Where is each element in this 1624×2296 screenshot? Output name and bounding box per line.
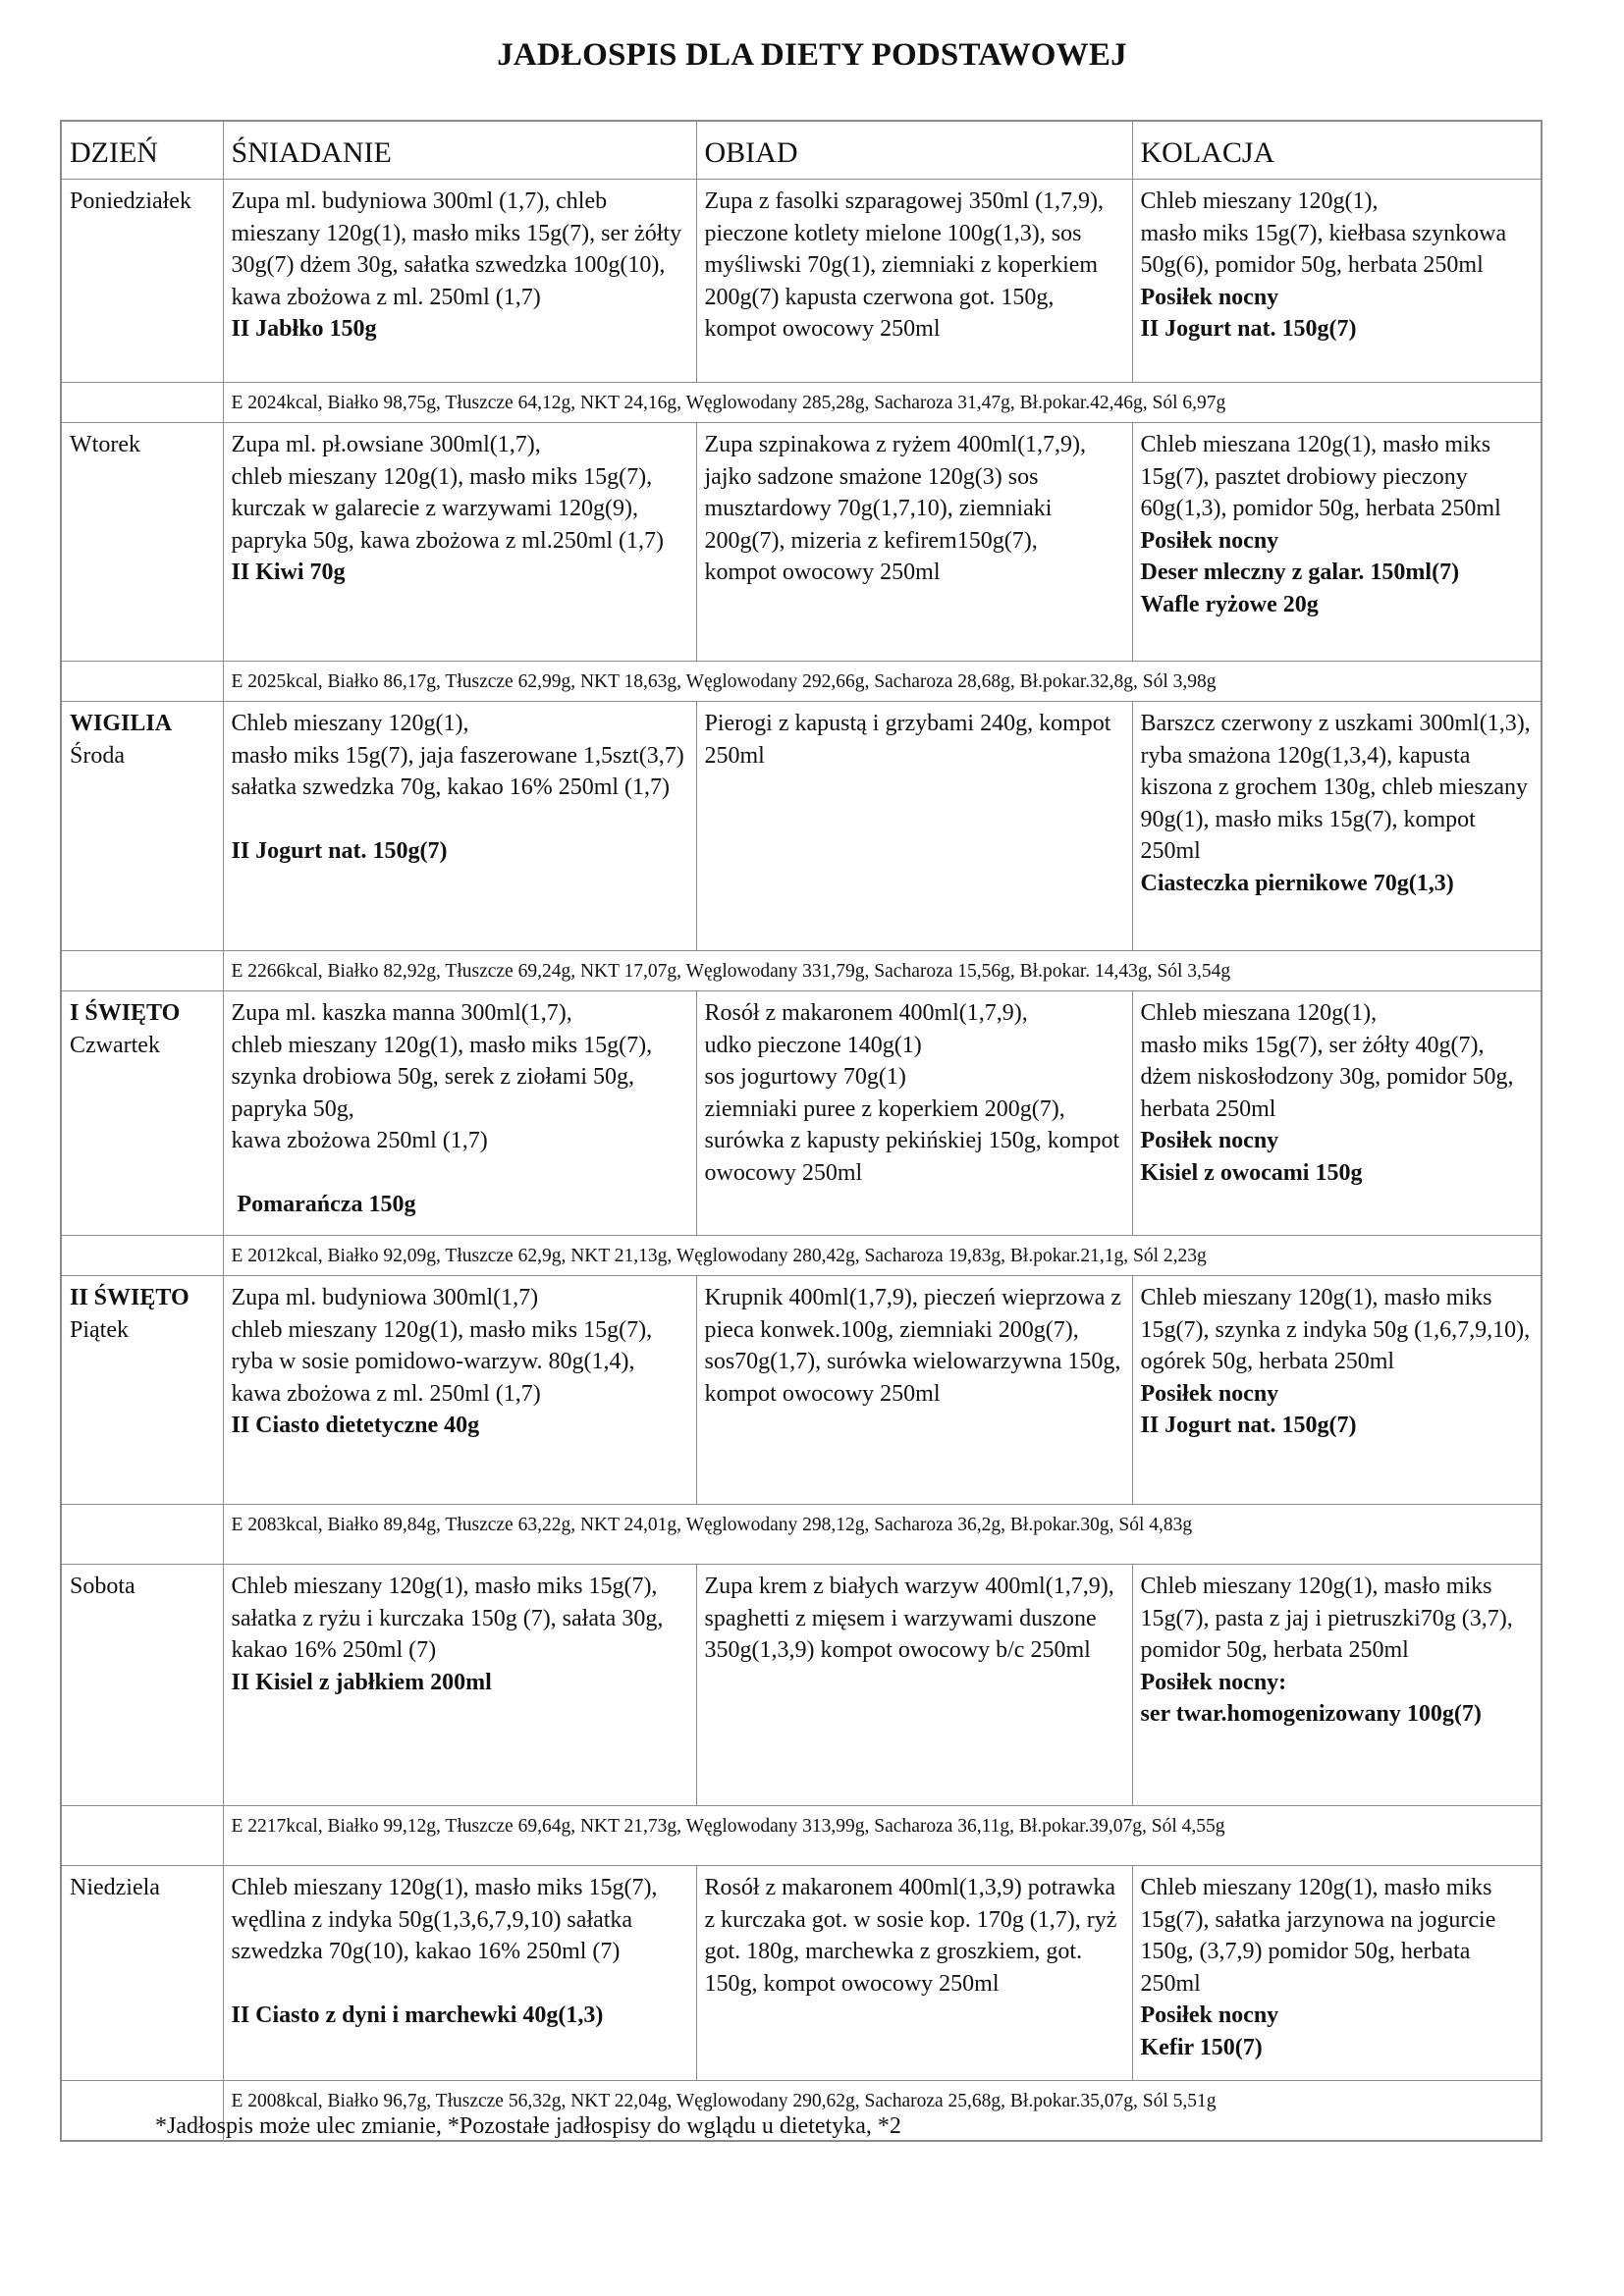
breakfast-cell [223, 1565, 696, 1806]
day-row [61, 423, 1542, 662]
day-row [61, 1565, 1542, 1806]
meal-item-highlight: Posiłek nocny [1140, 284, 1279, 310]
meal-item-highlight: ser twar.homogenizowany 100g(7) [1140, 1701, 1482, 1727]
meal-item: Rosół z makaronem 400ml(1,3,9) potrawka z kurczaka got. w sosie kop. 170g (1,7), ryż got. 180g, marchewka z groszkiem, got. 150g, kompot owocowy 250ml [704, 1875, 1117, 1997]
meal-item-highlight: Posiłek nocny: [1140, 1669, 1287, 1695]
meal-item: masło miks 15g(7), kiełbasa szynkowa 50g(6), pomidor 50g, herbata 250ml [1140, 220, 1507, 278]
dinner-cell [1132, 702, 1542, 951]
nutrition-row [61, 662, 1542, 702]
day-row [61, 1276, 1542, 1505]
holiday-label: WIGILIA [70, 711, 173, 736]
nutrition-spacer [61, 1505, 223, 1565]
nutrition-row [61, 1236, 1542, 1276]
day-name: Piątek [70, 1316, 129, 1343]
meal-item: Krupnik 400ml(1,7,9), pieczeń wieprzowa z pieca konwek.100g, ziemniaki 200g(7), sos70g(1,7), surówka wielowarzywna 150g, kompot owocowy 250ml [704, 1285, 1122, 1407]
day-name: Wtorek [70, 432, 140, 457]
dinner-cell [1132, 180, 1542, 383]
day-name: Środa [70, 742, 125, 769]
nutrition-summary: E 2217kcal, Białko 99,12g, Tłuszcze 69,64g, NKT 21,73g, Węglowodany 313,99g, Sacharoza 36,11g, Bł.pokar.39,07g, Sól 4,55g [223, 1806, 1542, 1866]
page-title: JADŁOSPIS DLA DIETY PODSTAWOWEJ [497, 37, 1127, 73]
day-cell [61, 1866, 223, 2081]
meal-item: sos jogurtowy 70g(1) [704, 1064, 906, 1090]
dinner-cell [1132, 991, 1542, 1236]
breakfast-cell [223, 1866, 696, 2081]
meal-item-highlight: II Jabłko 150g [231, 316, 377, 342]
nutrition-summary: E 2025kcal, Białko 86,17g, Tłuszcze 62,99g, NKT 18,63g, Węglowodany 292,66g, Sacharoza 28,68g, Bł.pokar.32,8g, Sól 3,98g [223, 662, 1542, 702]
day-cell [61, 180, 223, 383]
meal-item-highlight: Posiłek nocny [1140, 1380, 1279, 1407]
meal-item: Zupa ml. budyniowa 300ml(1,7) [231, 1285, 539, 1310]
header-lunch: OBIAD [696, 121, 1132, 180]
meal-item: Zupa krem z białych warzyw 400ml(1,7,9), spaghetti z mięsem i warzywami duszone 350g(1,3,9) kompot owocowy b/c 250ml [704, 1574, 1114, 1663]
blank-line [232, 1968, 688, 2001]
meal-item-highlight: Kefir 150(7) [1140, 2034, 1263, 2060]
blank-line [232, 804, 688, 836]
lunch-cell [696, 423, 1132, 662]
dinner-cell [1132, 1565, 1542, 1806]
meal-item-highlight: II Kiwi 70g [231, 560, 346, 585]
meal-item: Zupa szpinakowa z ryżem 400ml(1,7,9), jajko sadzone smażone 120g(3) sos musztardowy 70g(1,7,10), ziemniaki 200g(7), mizeria z kefirem150g(7), [704, 432, 1087, 554]
meal-item-highlight: Posiłek nocny [1140, 1128, 1279, 1153]
meal-item: Chleb mieszany 120g(1), masło miks 15g(7), sałatka jarzynowa na jogurcie 150g, (3,7,9) pomidor 50g, herbata 250ml [1140, 1875, 1496, 1997]
meal-item-highlight: II Jogurt nat. 150g(7) [1140, 1413, 1357, 1438]
lunch-cell [696, 702, 1132, 951]
day-row [61, 1866, 1542, 2081]
breakfast-cell [223, 991, 696, 1236]
header-breakfast: ŚNIADANIE [223, 121, 696, 180]
day-name: Niedziela [70, 1875, 160, 1900]
footer-note: *Jadłospis może ulec zmianie, *Pozostałe jadłospisy do wglądu u dietetyka, *2 [155, 2113, 901, 2139]
lunch-cell [696, 180, 1132, 383]
meal-item: Zupa ml. kaszka manna 300ml(1,7), [231, 1000, 572, 1026]
meal-item: Chleb mieszana 120g(1), [1140, 1000, 1378, 1026]
holiday-label: II ŚWIĘTO [70, 1285, 189, 1310]
menu-table [60, 120, 1543, 2142]
header-dinner: KOLACJA [1132, 121, 1542, 180]
meal-item: Rosół z makaronem 400ml(1,7,9), [704, 1000, 1028, 1026]
day-cell [61, 1276, 223, 1505]
nutrition-spacer [61, 1806, 223, 1866]
day-name: Czwartek [70, 1032, 160, 1058]
day-name: Sobota [70, 1574, 135, 1599]
day-name: Poniedziałek [70, 188, 191, 214]
meal-item-highlight: Pomarańcza 150g [237, 1192, 416, 1217]
nutrition-spacer [61, 662, 223, 702]
meal-item: kompot owocowy 250ml [704, 560, 941, 585]
meal-item: udko pieczone 140g(1) [704, 1032, 922, 1058]
dinner-cell [1132, 423, 1542, 662]
breakfast-cell [223, 702, 696, 951]
meal-item-highlight: II Kisiel z jabłkiem 200ml [231, 1669, 492, 1695]
meal-item: herbata 250ml [1140, 1095, 1276, 1122]
meal-item: Chleb mieszany 120g(1), [231, 711, 469, 736]
nutrition-spacer [61, 951, 223, 991]
meal-item-highlight: Wafle ryżowe 20g [1140, 591, 1319, 617]
meal-item-highlight: Posiłek nocny [1140, 527, 1279, 554]
nutrition-summary: E 2008kcal, Białko 96,7g, Tłuszcze 56,32g, NKT 22,04g, Węglowodany 290,62g, Sacharoza 25,68g, Bł.pokar.35,07g, Sól 5,51g [223, 2081, 1542, 2142]
breakfast-cell [223, 423, 696, 662]
breakfast-cell [223, 180, 696, 383]
meal-item: Zupa ml. budyniowa 300ml (1,7), chleb mieszany 120g(1), masło miks 15g(7), ser żółty 30g(7) dżem 30g, sałatka szwedzka 100g(10), kawa zbożowa z ml. 250ml (1,7) [231, 188, 682, 310]
lunch-cell [696, 1866, 1132, 2081]
day-cell [61, 702, 223, 951]
meal-item-highlight: Kisiel z owocami 150g [1140, 1159, 1363, 1186]
meal-item-highlight: Posiłek nocny [1140, 2002, 1279, 2028]
day-row [61, 180, 1542, 383]
meal-item: Zupa ml. pł.owsiane 300ml(1,7), [231, 432, 541, 457]
lunch-cell [696, 1565, 1132, 1806]
meal-item: Chleb mieszany 120g(1), masło miks 15g(7), sałatka z ryżu i kurczaka 150g (7), sałata 30g, kakao 16% 250ml (7) [231, 1574, 664, 1663]
meal-item: chleb mieszany 120g(1), masło miks 15g(7), szynka drobiowa 50g, serek z ziołami 50g, papryka 50g, [231, 1032, 653, 1122]
day-cell [61, 1565, 223, 1806]
meal-item: ziemniaki puree z koperkiem 200g(7), surówka z kapusty pekińskiej 150g, kompot owocowy 250ml [704, 1095, 1120, 1186]
meal-item: Chleb mieszany 120g(1), [1140, 188, 1379, 214]
nutrition-spacer [61, 383, 223, 423]
nutrition-row [61, 951, 1542, 991]
meal-item: Pierogi z kapustą i grzybami 240g, kompot 250ml [704, 711, 1111, 769]
meal-item: Chleb mieszany 120g(1), masło miks 15g(7), wędlina z indyka 50g(1,3,6,7,9,10) sałatka szwedzka 70g(10), kakao 16% 250ml (7) [231, 1875, 658, 1964]
meal-item: Chleb mieszany 120g(1), masło miks 15g(7), szynka z indyka 50g (1,6,7,9,10), ogórek 50g, herbata 250ml [1140, 1285, 1531, 1374]
nutrition-summary: E 2012kcal, Białko 92,09g, Tłuszcze 62,9g, NKT 21,13g, Węglowodany 280,42g, Sacharoza 19,83g, Bł.pokar.21,1g, Sól 2,23g [223, 1236, 1542, 1276]
meal-item-highlight: II Jogurt nat. 150g(7) [231, 838, 448, 864]
nutrition-summary: E 2024kcal, Białko 98,75g, Tłuszcze 64,12g, NKT 24,16g, Węglowodany 285,28g, Sacharoza 31,47g, Bł.pokar.42,46g, Sól 6,97g [223, 383, 1542, 423]
nutrition-summary: E 2266kcal, Białko 82,92g, Tłuszcze 69,24g, NKT 17,07g, Węglowodany 331,79g, Sacharoza 15,56g, Bł.pokar. 14,43g, Sól 3,54g [223, 951, 1542, 991]
meal-item: chleb mieszany 120g(1), masło miks 15g(7), kurczak w galarecie z warzywami 120g(9), papryka 50g, kawa zbożowa z ml.250ml (1,7) [231, 463, 665, 554]
meal-item: kawa zbożowa 250ml (1,7) [231, 1128, 488, 1153]
meal-item: Zupa z fasolki szparagowej 350ml (1,7,9), pieczone kotlety mielone 100g(1,3), sos myśliwski 70g(1), ziemniaki z koperkiem 200g(7) kapusta czerwona got. 150g, kompot owocowy 250ml [704, 188, 1105, 342]
meal-item-highlight: II Ciasto dietetyczne 40g [231, 1413, 480, 1438]
header-row [61, 121, 1542, 180]
meal-item: Chleb mieszana 120g(1), masło miks 15g(7), pasztet drobiowy pieczony 60g(1,3), pomidor 50g, herbata 250ml [1140, 432, 1501, 521]
meal-item: Barszcz czerwony z uszkami 300ml(1,3), ryba smażona 120g(1,3,4), kapusta kiszona z grochem 130g, chleb mieszany 90g(1), masło miks 15g(7), kompot 250ml [1140, 711, 1531, 864]
nutrition-row [61, 383, 1542, 423]
day-cell [61, 991, 223, 1236]
meal-item: masło miks 15g(7), ser żółty 40g(7), dżem niskosłodzony 30g, pomidor 50g, [1140, 1032, 1514, 1090]
menu-body [61, 180, 1542, 2142]
lunch-cell [696, 1276, 1132, 1505]
meal-item-highlight: Deser mleczny z galar. 150ml(7) [1140, 560, 1460, 585]
meal-item: Chleb mieszany 120g(1), masło miks 15g(7), pasta z jaj i pietruszki70g (3,7), pomidor 50g, herbata 250ml [1140, 1574, 1513, 1663]
meal-item: masło miks 15g(7), jaja faszerowane 1,5szt(3,7) sałatka szwedzka 70g, kakao 16% 250ml (1,7) [231, 742, 684, 800]
meal-item-highlight: II Jogurt nat. 150g(7) [1140, 316, 1357, 342]
blank-line [232, 1157, 688, 1190]
nutrition-summary: E 2083kcal, Białko 89,84g, Tłuszcze 63,22g, NKT 24,01g, Węglowodany 298,12g, Sacharoza 36,2g, Bł.pokar.30g, Sól 4,83g [223, 1505, 1542, 1565]
lunch-cell [696, 991, 1132, 1236]
day-cell [61, 423, 223, 662]
meal-item: chleb mieszany 120g(1), masło miks 15g(7), ryba w sosie pomidowo-warzyw. 80g(1,4), kawa zbożowa z ml. 250ml (1,7) [231, 1316, 653, 1407]
nutrition-row [61, 1806, 1542, 1866]
day-row [61, 991, 1542, 1236]
meal-item-highlight: Ciasteczka piernikowe 70g(1,3) [1140, 870, 1454, 896]
nutrition-row [61, 1505, 1542, 1565]
holiday-label: I ŚWIĘTO [70, 1000, 181, 1026]
dinner-cell [1132, 1866, 1542, 2081]
meal-item-highlight: II Ciasto z dyni i marchewki 40g(1,3) [231, 2002, 604, 2028]
nutrition-spacer [61, 1236, 223, 1276]
day-row [61, 702, 1542, 951]
header-day: DZIEŃ [61, 121, 223, 180]
breakfast-cell [223, 1276, 696, 1505]
dinner-cell [1132, 1276, 1542, 1505]
